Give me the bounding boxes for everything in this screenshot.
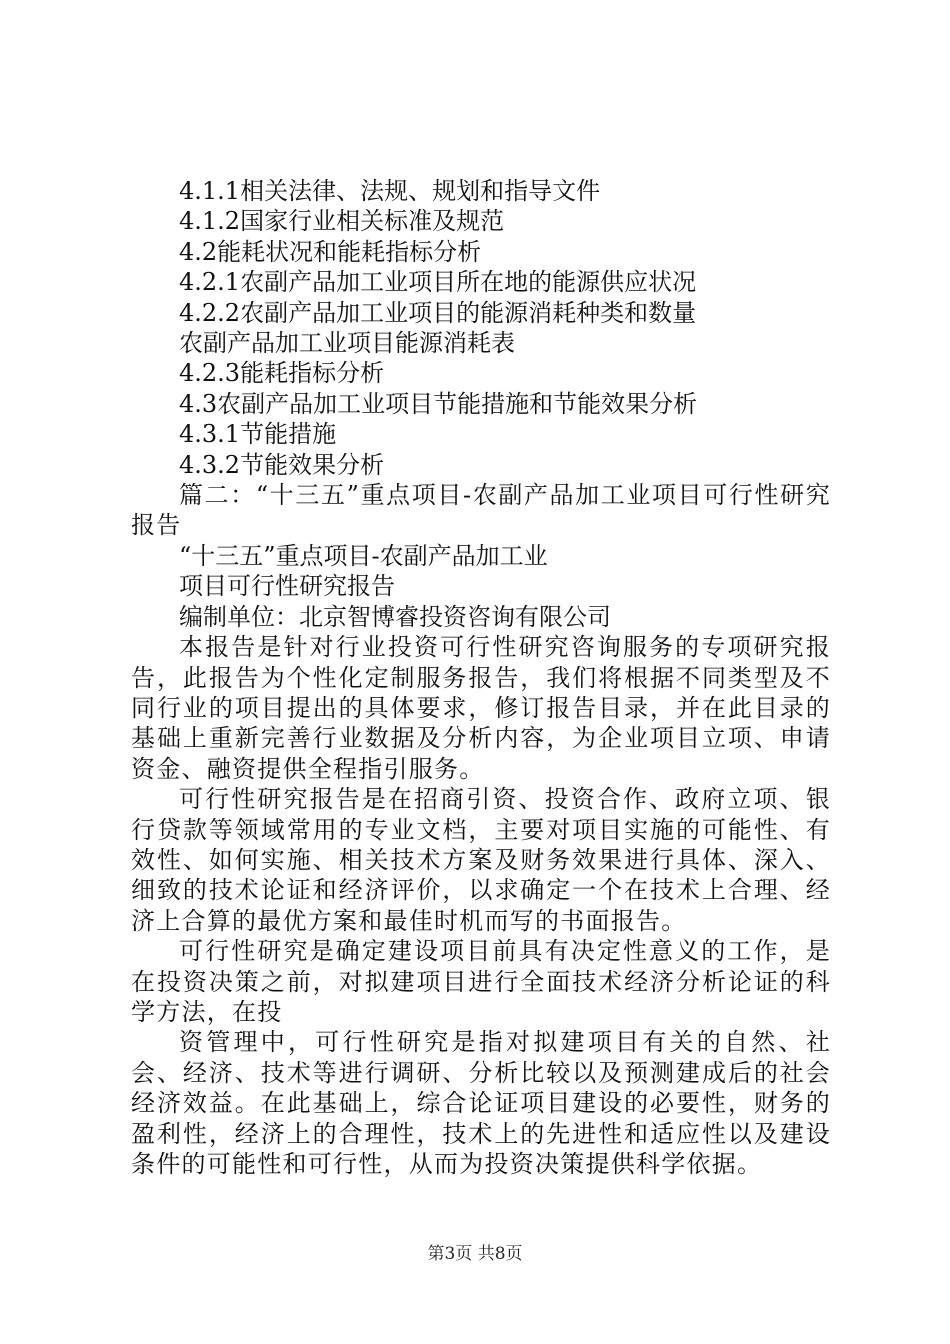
toc-line: 4.2.1农副产品加工业项目所在地的能源供应状况 <box>179 268 697 297</box>
body-paragraph: 可行性研究报告是在招商引资、投资合作、政府立项、银行贷款等领域常用的专业文档，主要对项目实施的可能性、有效性、如何实施、相关技术方案及财务效果进行具体、深入、细致的技术论证和经济评价，以求确定一个在技术上合理、经济上合算的最优方案和最佳时机而写的书面报告。 <box>131 785 831 935</box>
toc-line: 4.2.2农副产品加工业项目的能源消耗种类和数量 <box>179 298 697 327</box>
toc-line: 4.2能耗状况和能耗指标分析 <box>179 237 482 266</box>
page-number-footer: 第3页 共8页 <box>427 1244 523 1264</box>
toc-line: 4.1.2国家行业相关标准及规范 <box>179 207 505 236</box>
toc-line: 4.3.1节能措施 <box>179 420 337 449</box>
toc-line: 4.2.3能耗指标分析 <box>179 359 385 388</box>
body-paragraph: 本报告是针对行业投资可行性研究咨询服务的专项研究报告，此报告为个性化定制服务报告，我们将根据不同类型及不同行业的项目提出的具体要求，修订报告目录，并在此目录的基础上重新完善行业数据及分析内容，为企业项目立项、申请资金、融资提供全程指引服务。 <box>131 633 831 783</box>
toc-line: 4.1.1相关法律、法规、规划和指导文件 <box>179 177 601 205</box>
report-title: “十三五”重点项目-农副产品加工业 <box>179 541 548 570</box>
toc-line: 4.3农副产品加工业项目节能措施和节能效果分析 <box>179 389 698 418</box>
report-subtitle: 项目可行性研究报告 <box>179 572 395 601</box>
section-heading: 篇二：“十三五”重点项目-农副产品加工业项目可行性研究报告 <box>131 481 831 540</box>
body-paragraph: 可行性研究是确定建设项目前具有决定性意义的工作，是在投资决策之前，对拟建项目进行全面技术经济分析论证的科学方法，在投 <box>131 937 831 1026</box>
toc-line: 农副产品加工业项目能源消耗表 <box>179 329 515 358</box>
page-body <box>131 176 831 1179</box>
toc-line: 4.3.2节能效果分析 <box>179 450 385 479</box>
compiler-line: 编制单位：北京智博睿投资咨询有限公司 <box>179 602 611 631</box>
body-paragraph: 资管理中，可行性研究是指对拟建项目有关的自然、社会、经济、技术等进行调研、分析比较以及预测建成后的社会经济效益。在此基础上，综合论证项目建设的必要性，财务的盈利性，经济上的合理性，技术上的先进性和适应性以及建设条件的可能性和可行性，从而为投资决策提供科学依据。 <box>131 1028 831 1178</box>
